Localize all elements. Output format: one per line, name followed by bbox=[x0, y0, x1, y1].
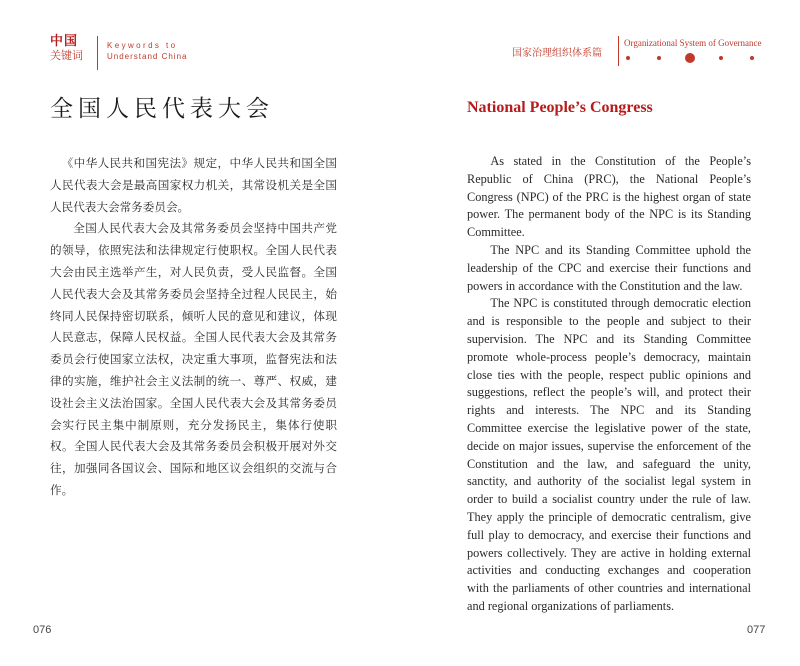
series-title bbox=[107, 40, 187, 62]
paragraph: 《中华人民共和国宪法》规定，中华人民共和国全国人民代表大会是最高国家权力机关，其常设机关是全国人民代表大会常务委员会。 bbox=[50, 156, 337, 214]
series-title-line2: Understand China bbox=[107, 52, 188, 61]
page-title-cn: 全国人民代表大会 bbox=[50, 96, 274, 122]
paragraph: As stated in the Constitution of the People’s Republic of China (PRC), the National People’s Congress (NPC) of the PRC is the highest organ of state power. The permanent body of the NPC is its Standing Committee. bbox=[467, 154, 751, 240]
progress-dot bbox=[626, 56, 630, 60]
body-text-en bbox=[467, 153, 751, 616]
section-progress-dots bbox=[623, 53, 751, 63]
paragraph: The NPC and its Standing Committee uphold the leadership of the CPC and exercise their functions and powers in accordance with the Constitution and the law. bbox=[467, 242, 751, 293]
page-title-en: National People’s Congress bbox=[467, 99, 653, 116]
series-title-line1: Keywords to bbox=[107, 41, 178, 50]
brand-subtitle: 关键词 bbox=[50, 49, 83, 62]
right-page bbox=[400, 0, 800, 666]
paragraph: 全国人民代表大会及其常务委员会坚持中国共产党的领导，依照宪法和法律规定行使职权。全国人民代表大会由民主选举产生，对人民负责，受人民监督。全国人民代表大会及其常务委员会坚持全过程人民民主，始终同人民保持密切联系，倾听人民的意见和建议，体现人民意志，保障人民权益。全国人民代表大会及其常务委员会行使国家立法权，决定重大事项，监督宪法和法律的实施，维护社会主义法制的统一、尊严、权威，建设社会主义法治国家。全国人民代表大会及其常务委员会实行民主集中制原则，充分发扬民主，集体行使职权。全国人民代表大会及其常务委员会积极开展对外交往，加强同各国议会、国际和地区议会组织的交流与合作。 bbox=[50, 221, 337, 497]
header-divider bbox=[97, 36, 98, 70]
header-divider bbox=[618, 36, 619, 66]
page-number: 076 bbox=[33, 624, 52, 636]
brand-logo bbox=[50, 34, 98, 63]
paragraph: The NPC is constituted through democratic election and is responsible to the people and subject to their supervision. The NPC and its Standing Committee promote whole-process people’s democracy, maintain close ties with the people, respect public opinions and suggestions, reflect the people’s will, and protect their rights and interests. The NPC and its Standing Committee exercise the legislative power of the state, decide on major issues, supervise the enforcement of the Constitution and the law, and safeguard the unity, sanctity, and authority of the socialist legal system in order to build a socialist country under the rule of law. They apply the principle of democratic centralism, give full play to democracy, and exercise their functions and powers collectively. They are active in holding external activities and conducting exchanges and cooperation with the parliaments of other countries and international and regional organizations of parliaments. bbox=[467, 296, 751, 613]
body-text-cn bbox=[50, 153, 337, 502]
progress-dot-active bbox=[685, 53, 695, 63]
progress-dot bbox=[719, 56, 723, 60]
page-number: 077 bbox=[747, 624, 766, 636]
section-title-en: Organizational System of Governance bbox=[624, 38, 762, 48]
section-title-cn: 国家治理组织体系篇 bbox=[512, 48, 602, 59]
brand-cn: 中国 bbox=[50, 34, 79, 49]
progress-dot bbox=[657, 56, 661, 60]
progress-dot bbox=[750, 56, 754, 60]
